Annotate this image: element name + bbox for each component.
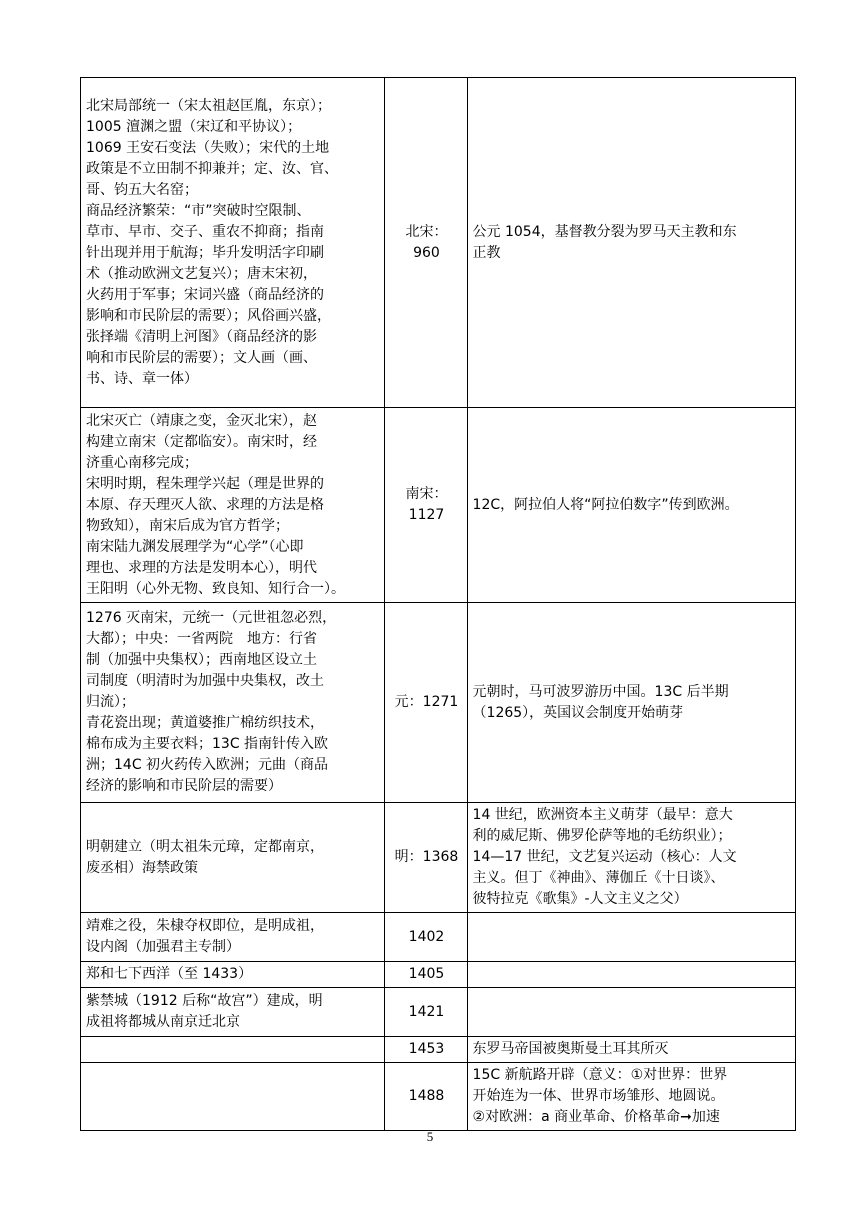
year-cell bbox=[385, 408, 467, 603]
text-line: 针出现并用于航海；毕升发明活字印刷 bbox=[86, 244, 324, 261]
text-line: 废丞相）海禁政策 bbox=[86, 859, 198, 876]
text-line: 张择端《清明上河图》（商品经济的影 bbox=[86, 328, 317, 345]
text-line: ②对欧洲：a 商业革命、价格革命➞加速 bbox=[472, 1109, 720, 1125]
text-line: 北宋： bbox=[405, 223, 448, 240]
text-line: 司制度（明清时为加强中央集权，改土 bbox=[86, 673, 324, 689]
table-row bbox=[81, 913, 796, 962]
page-number: 5 bbox=[426, 1129, 434, 1144]
text-line: 开始连为一体、世界市场雏形、地圆说。 bbox=[472, 1088, 725, 1104]
text-line: 元：1271 bbox=[394, 694, 459, 710]
text-line: 洲；14C 初火药传入欧洲；元曲（商品 bbox=[86, 757, 329, 773]
text-line: 大都）；中央：一省两院 地方：行省 bbox=[86, 631, 317, 647]
text-line: 制（加强中央集权）；西南地区设立土 bbox=[86, 652, 317, 668]
text-line: 理也、求理的方法是发明本心），明代 bbox=[86, 559, 317, 576]
year-cell bbox=[385, 803, 467, 913]
year-cell bbox=[385, 603, 467, 803]
table-row bbox=[81, 1063, 796, 1131]
text-line: 靖难之役，朱棣夺权即位，是明成祖， bbox=[86, 918, 324, 934]
table-row bbox=[81, 408, 796, 603]
events-cell bbox=[81, 408, 385, 603]
text-line: 响和市民阶层的需要）；文人画（画、 bbox=[86, 349, 317, 366]
events-cell bbox=[81, 913, 385, 962]
text-line: 公元 1054，基督教分裂为罗马天主教和东 bbox=[472, 223, 737, 240]
text-line: 1276 灭南宋，元统一（元世祖忽必烈， bbox=[86, 610, 337, 626]
table-row bbox=[81, 988, 796, 1037]
text-line: 1488 bbox=[408, 1088, 445, 1104]
text-line: 主义。但丁《神曲》、薄伽丘《十日谈》、 bbox=[472, 870, 725, 886]
world-events-cell bbox=[467, 988, 795, 1037]
text-line: 1127 bbox=[408, 507, 445, 523]
text-line: 设内阁（加强君主专制） bbox=[86, 939, 240, 955]
table-row bbox=[81, 803, 796, 913]
text-line: 14 世纪，欧洲资本主义萌芽（最早：意大 bbox=[472, 807, 733, 823]
events-cell bbox=[81, 78, 385, 408]
events-cell bbox=[81, 1037, 385, 1063]
world-events-cell bbox=[467, 408, 795, 603]
text-line: 火药用于军事；宋词兴盛（商品经济的 bbox=[86, 286, 324, 303]
text-line: 1405 bbox=[408, 966, 445, 982]
text-line: 1421 bbox=[408, 1003, 445, 1020]
year-cell bbox=[385, 1037, 467, 1063]
text-line: 正教 bbox=[472, 244, 501, 261]
text-line: 构建立南宋（定都临安）。南宋时，经 bbox=[86, 433, 317, 450]
text-line: 1402 bbox=[408, 928, 445, 945]
text-line: 影响和市民阶层的需要）；风俗画兴盛， bbox=[86, 307, 331, 324]
year-cell bbox=[385, 1063, 467, 1131]
text-line: 南宋： bbox=[405, 486, 448, 502]
text-line: 明：1368 bbox=[394, 849, 459, 865]
text-line: 利的威尼斯、佛罗伦萨等地的毛纺织业）； bbox=[472, 828, 732, 844]
text-line: 紫禁城（1912 后称“故宫”）建成，明 bbox=[86, 993, 323, 1009]
text-line: 南宋陆九渊发展理学为“心学”（心即 bbox=[86, 538, 304, 555]
year-cell bbox=[385, 78, 467, 408]
text-line: 郑和七下西洋（至 1433） bbox=[86, 966, 253, 982]
table-body bbox=[81, 78, 796, 1131]
text-line: 书、诗、章一体） bbox=[86, 370, 198, 387]
text-line: 1453 bbox=[408, 1041, 445, 1057]
year-cell bbox=[385, 913, 467, 962]
text-line: 济重心南移完成； bbox=[86, 454, 198, 471]
world-events-cell bbox=[467, 1037, 795, 1063]
events-cell bbox=[81, 1063, 385, 1131]
text-line: 东罗马帝国被奥斯曼土耳其所灭 bbox=[472, 1041, 669, 1057]
text-line: 宋明时期，程朱理学兴起（理是世界的 bbox=[86, 475, 324, 492]
text-line: 物致知），南宋后成为官方哲学； bbox=[86, 517, 289, 534]
text-line: 成祖将都城从南京迁北京 bbox=[86, 1014, 240, 1030]
text-line: 15C 新航路开辟（意义：①对世界：世界 bbox=[472, 1067, 728, 1083]
text-line: 商品经济繁荣：“市”突破时空限制、 bbox=[86, 202, 311, 219]
table-row bbox=[81, 962, 796, 988]
events-cell bbox=[81, 988, 385, 1037]
text-line: 棉布成为主要衣料；13C 指南针传入欧 bbox=[86, 736, 329, 752]
world-events-cell bbox=[467, 1063, 795, 1131]
text-line: 12C，阿拉伯人将“阿拉伯数字”传到欧洲。 bbox=[472, 496, 739, 513]
world-events-cell bbox=[467, 962, 795, 988]
text-line: 元朝时，马可波罗游历中国。13C 后半期 bbox=[472, 683, 729, 700]
text-line: 彼特拉克《歌集》-人文主义之父） bbox=[472, 891, 688, 907]
table-row bbox=[81, 1037, 796, 1063]
text-line: 王阳明（心外无物、致良知、知行合一）。 bbox=[86, 580, 345, 597]
text-line: 术（推动欧洲文艺复兴）；唐末宋初， bbox=[86, 265, 317, 282]
world-events-cell bbox=[467, 803, 795, 913]
text-line: 经济的影响和市民阶层的需要） bbox=[86, 778, 282, 794]
events-cell bbox=[81, 603, 385, 803]
world-events-cell bbox=[467, 78, 795, 408]
text-line: 1069 王安石变法（失败）；宋代的土地 bbox=[86, 139, 330, 156]
year-cell bbox=[385, 962, 467, 988]
world-events-cell bbox=[467, 913, 795, 962]
events-cell bbox=[81, 962, 385, 988]
text-line: 政策是不立田制不抑兼并；定、汝、官、 bbox=[86, 160, 338, 177]
text-line: 14—17 世纪，文艺复兴运动（核心：人文 bbox=[472, 849, 737, 865]
text-line: 本原、存天理灭人欲、求理的方法是格 bbox=[86, 496, 324, 513]
text-line: 1005 澶渊之盟（宋辽和平协议）； bbox=[86, 118, 302, 135]
text-line: 北宋灭亡（靖康之变，金灭北宋），赵 bbox=[86, 412, 317, 429]
table-row bbox=[81, 603, 796, 803]
text-line: 明朝建立（明太祖朱元璋，定都南京， bbox=[86, 838, 324, 855]
text-line: （1265），英国议会制度开始萌芽 bbox=[472, 704, 684, 721]
text-line: 960 bbox=[413, 244, 440, 261]
history-timeline-table bbox=[80, 77, 796, 1131]
world-events-cell bbox=[467, 603, 795, 803]
events-cell bbox=[81, 803, 385, 913]
text-line: 哥、钧五大名窑； bbox=[86, 181, 198, 198]
year-cell bbox=[385, 988, 467, 1037]
text-line: 归流）； bbox=[86, 694, 135, 710]
text-line: 北宋局部统一（宋太祖赵匡胤，东京）； bbox=[86, 97, 331, 114]
table-row bbox=[81, 78, 796, 408]
text-line: 青花瓷出现；黄道婆推广棉纺织技术， bbox=[86, 715, 324, 731]
text-line: 草市、早市、交子、重农不抑商；指南 bbox=[86, 223, 324, 240]
